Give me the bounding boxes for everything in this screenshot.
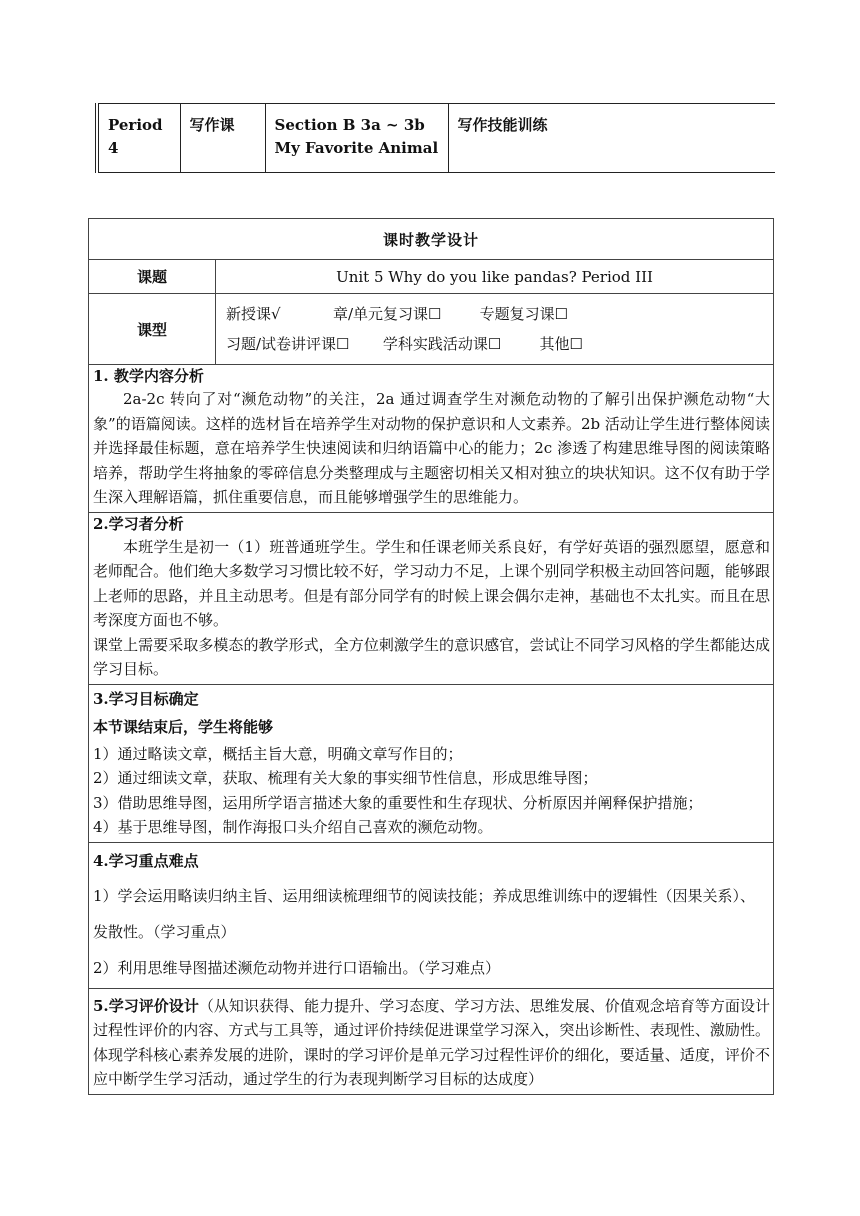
topic-value: Unit 5 Why do you like pandas? Period III [216, 260, 774, 294]
key-point-2: 2）利用思维导图描述濒危动物并进行口语输出。（学习难点） [93, 958, 501, 977]
section-key-points [89, 842, 774, 988]
period-table [95, 103, 775, 173]
section-line2: My Favorite Animal [274, 139, 439, 157]
s3-subheading: 本节课结束后，学生将能够 [93, 717, 274, 736]
s1-body: 2a-2c 转向了对“濒危动物”的关注，2a 通过调查学生对濒危动物的了解引出保护濒危动物“大象”的语篇阅读。这样的选材旨在培养学生对动物的保护意识和人文素养。2b 活动让学生进行整体阅读并选择最佳标题，意在培养学生快速阅读和归纳语篇中心的能力；2c 渗透了构建思维导图的阅读策略培养，帮助学生将抽象的零碎信息分类整理成与主题密切相关又相对独立的块状知识。这不仅有助于学生深入理解语篇，抓住重要信息，而且能够增强学生的思维能力。 [93, 390, 771, 506]
type-line-2: 习题/试卷讲评课☐ 学科实践活动课☐ 其他☐ [226, 335, 583, 353]
section-cell [265, 104, 448, 173]
period-cell: Period 4 [97, 104, 180, 173]
key-point-1: 1）学会运用略读归纳主旨、运用细读梳理细节的阅读技能；养成思维训练中的逻辑性（因果关系）、发散性。（学习重点） [93, 886, 756, 941]
s5-text [93, 990, 770, 1092]
lesson-design-table [88, 218, 774, 1095]
lesson-type-cell: 写作课 [180, 104, 265, 173]
goal-item: 4）基于思维导图，制作海报口头介绍自己喜欢的濒危动物。 [93, 818, 493, 836]
s5-body: （从知识获得、能力提升、学习态度、学习方法、思维发展、价值观念培育等方面设计过程性评价的内容、方式与工具等，通过评价持续促进课堂学习深入，突出诊断性、表现性、激励性。体现学科核心素养发展的进阶，课时的学习评价是单元学习过程性评价的细化，要适量、适度，评价不应中断学生学习活动，通过学生的行为表现判断学习目标的达成度） [93, 996, 771, 1088]
topic-label: 课题 [89, 260, 216, 294]
type-line-1: 新授课√ 章/单元复习课☐ 专题复习课☐ [226, 305, 569, 323]
section-evaluation-design [89, 988, 774, 1094]
s4-heading: 4.学习重点难点 [93, 851, 199, 870]
s1-heading: 1. 教学内容分析 [93, 367, 204, 385]
s3-heading: 3.学习目标确定 [93, 689, 199, 708]
s5-heading: 5.学习评价设计 [93, 996, 199, 1015]
section-learning-goals [89, 684, 774, 842]
type-options [216, 294, 774, 365]
goal-item: 1）通过略读文章，概括主旨大意，明确文章写作目的； [93, 744, 463, 763]
goal-item: 2）通过细读文章，获取、梳理有关大象的事实细节性信息，形成思维导图； [93, 769, 598, 787]
s2-heading: 2.学习者分析 [93, 514, 184, 533]
design-title: 课时教学设计 [89, 219, 774, 260]
type-label: 课型 [89, 294, 216, 365]
section-line1: Section B 3a ~ 3b [274, 116, 425, 134]
s2-body-1: 本班学生是初一（1）班普通班学生。学生和任课老师关系良好，有学好英语的强烈愿望，愿意和老师配合。他们绝大多数学习习惯比较不好，学习动力不足，上课个别同学积极主动回答问题，能够跟上老师的思路，并且主动思考。但是有部分同学有的时候上课会偶尔走神，基础也不太扎实。而且在思考深度方面也不够。 [93, 537, 771, 629]
s2-body-2: 课堂上需要采取多模态的教学形式，全方位刺激学生的意识感官，尝试让不同学习风格的学生都能达成学习目标。 [93, 635, 771, 678]
goal-item: 3）借助思维导图，运用所学语言描述大象的重要性和生存现状、分析原因并阐释保护措施； [93, 793, 703, 812]
section-content-analysis [89, 365, 774, 513]
focus-cell: 写作技能训练 [448, 104, 775, 173]
section-learner-analysis [89, 512, 774, 684]
